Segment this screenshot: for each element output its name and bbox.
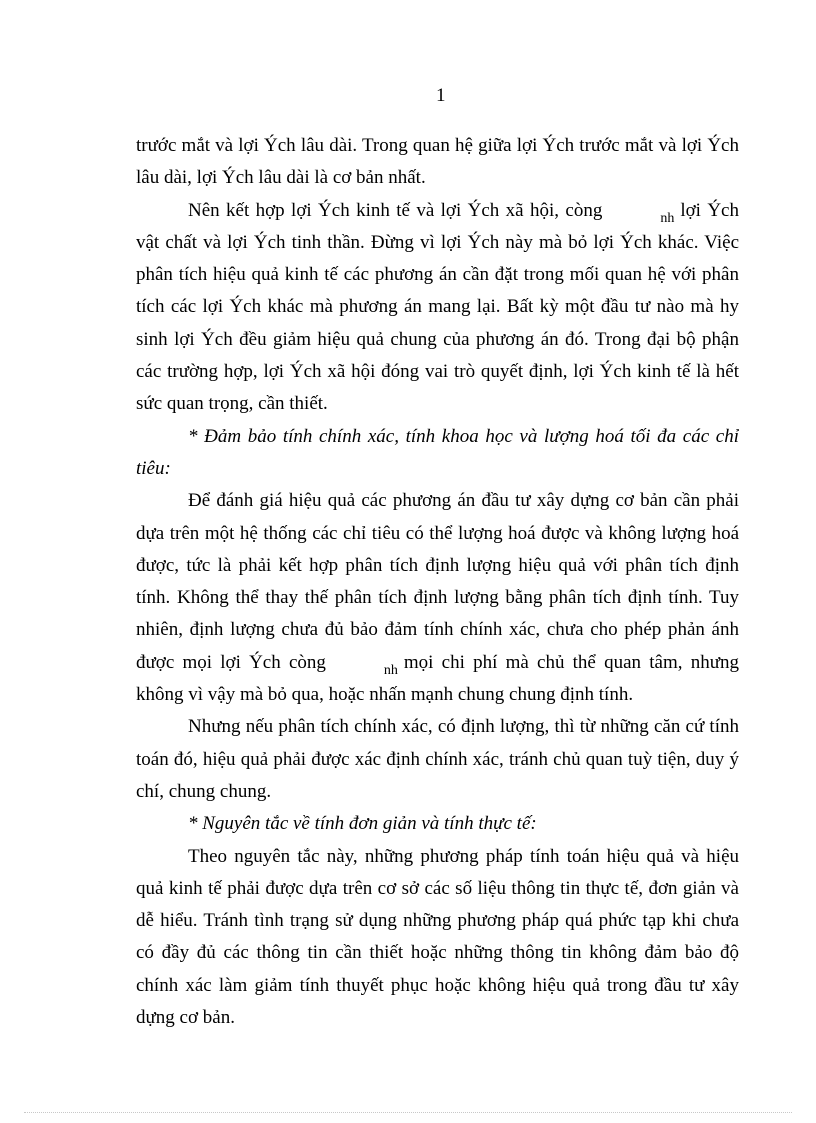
subscript-fragment: nh (383, 662, 398, 678)
page-bottom-divider (24, 1112, 792, 1113)
document-body (136, 130, 739, 1034)
paragraph-text: mọi chi phí mà chủ thể quan tâm, nhưng không vì vậy mà bỏ qua, hoặc nhấn mạnh chung chung định tính. (136, 651, 739, 706)
paragraph-text: Để đánh giá hiệu quả các phương án đầu tư xây dựng cơ bản cần phải dựa trên một hệ thống các chỉ tiêu có thể lượng hoá được và không lượng hoá được, tức là phải kết hợp phân tích định lượng hiệu quả với phân tích định tính. Không thể thay thế phân tích định lượng bằng phân tích định tính. Tuy nhiên, định lượng chưa đủ bảo đảm tính chính xác, chưa cho phép phản ánh được mọi lợi Ých còng (136, 490, 739, 673)
paragraph-simplicity: Theo nguyên tắc này, những phương pháp tính toán hiệu quả và hiệu quả kinh tế phải được dựa trên cơ sở các số liệu thông tin thực tế, đơn giản và dễ hiểu. Tránh tình trạng sử dụng những phương pháp quá phức tạp khi chưa có đầy đủ các thông tin cần thiết hoặc những thông tin không đảm bảo độ chính xác làm giảm tính thuyết phục hoặc không hiệu quả trong đầu tư xây dựng cơ bản. (136, 845, 739, 1029)
paragraph-text: lợi Ých vật chất và lợi Ých tinh thần. Đừng vì lợi Ých này mà bỏ lợi Ých khác. Việc phân tích hiệu quả kinh tế các phương án cần đặt trong mối quan hệ với phân tích các lợi Ých khác mà phương án mang lại. Bất kỳ một đầu tư nào mà hy sinh lợi Ých đều giảm hiệu quả chung của phương án đó. Trong đại bộ phận các trường hợp, lợi Ých xã hội đóng vai trò quyết định, lợi Ých kinh tế là hết sức quan trọng, cần thiết. (136, 199, 739, 415)
paragraph-evaluation (136, 485, 739, 711)
section-heading-accuracy: * Đảm bảo tính chính xác, tính khoa học và lượng hoá tối đa các chỉ tiêu: (136, 425, 739, 479)
subscript-fragment: nh (660, 210, 675, 226)
paragraph-text: Nên kết hợp lợi Ých kinh tế và lợi Ých xã hội, còng (188, 199, 603, 221)
section-heading-simplicity: * Nguyên tắc về tính đơn giản và tính thực tế: (188, 813, 537, 835)
paragraph-combine-benefits (136, 195, 739, 421)
paragraph-continuation: trước mắt và lợi Ých lâu dài. Trong quan hệ giữa lợi Ých trước mắt và lợi Ých lâu dài, lợi Ých lâu dài là cơ bản nhất. (136, 135, 739, 189)
page-number: 1 (436, 85, 446, 106)
paragraph-precision: Nhưng nếu phân tích chính xác, có định lượng, thì từ những căn cứ tính toán đó, hiệu quả phải được xác định chính xác, tránh chủ quan tuỳ tiện, duy ý chí, chung chung. (136, 716, 739, 802)
